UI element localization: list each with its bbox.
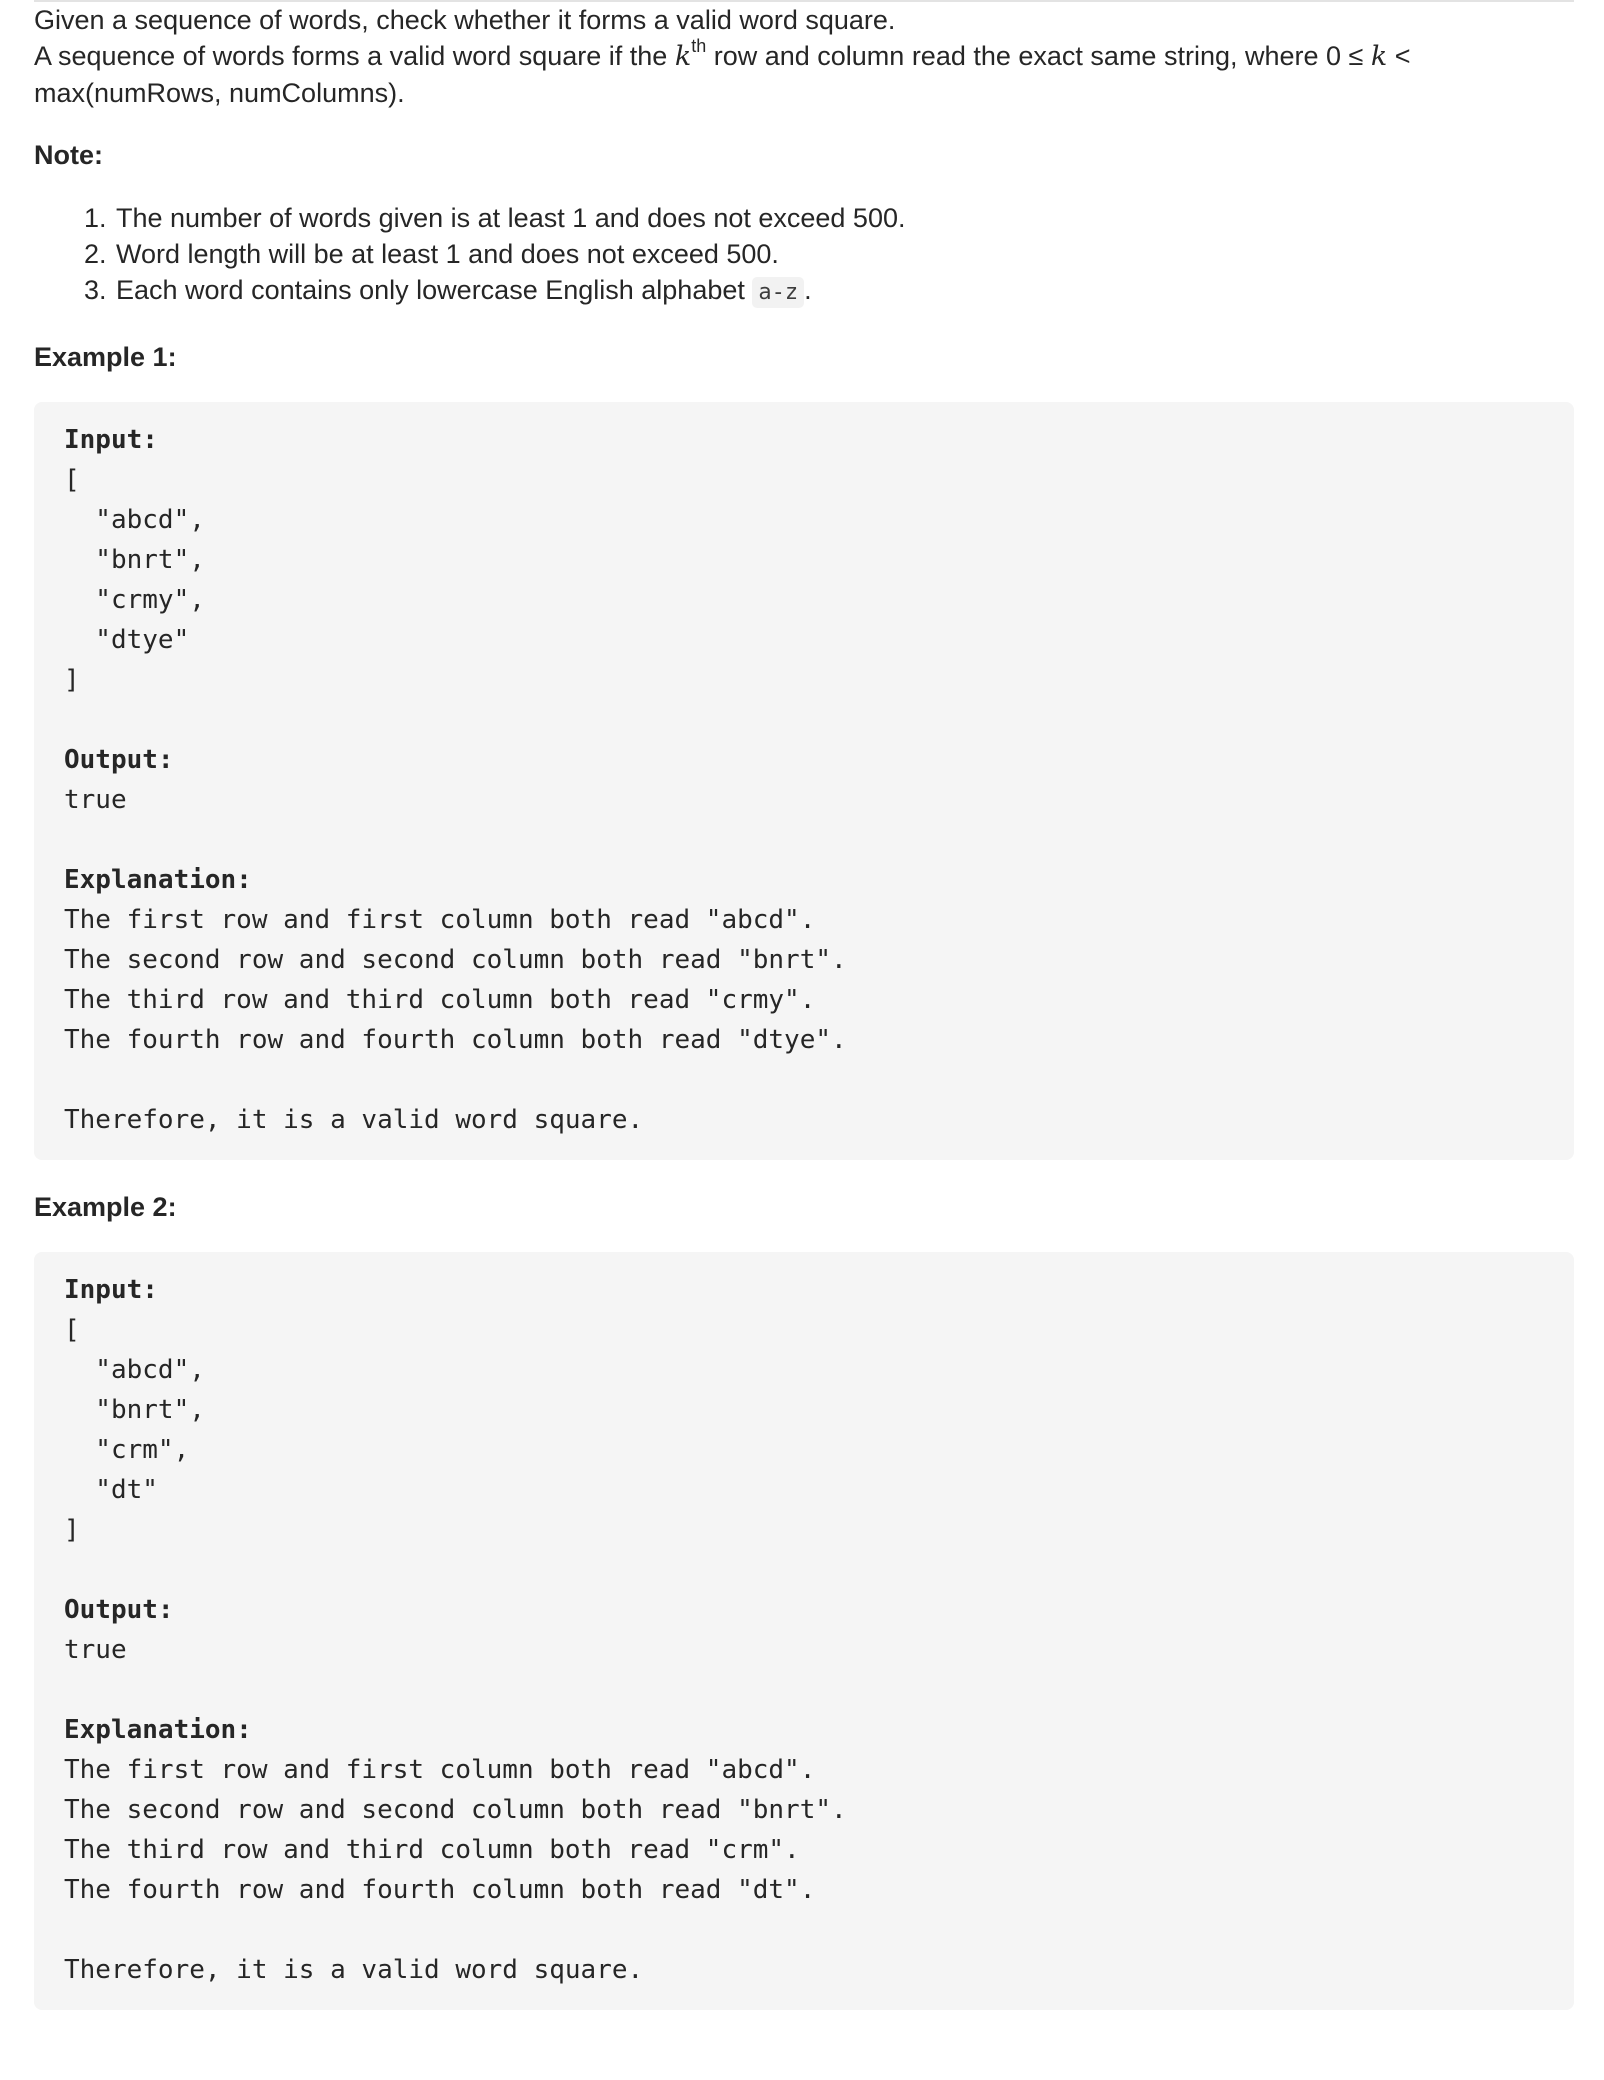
- note-heading: Note:: [34, 140, 103, 170]
- output-label: Output:: [64, 1595, 174, 1625]
- note-item: 1. The number of words given is at least 1 and does not exceed 500.: [114, 200, 1574, 236]
- output-label: Output:: [64, 745, 174, 775]
- problem-intro: Given a sequence of words, check whether it forms a valid word square.: [34, 5, 896, 35]
- note-item: 2. Word length will be at least 1 and does not exceed 500.: [114, 236, 1574, 272]
- definition-text-3: < max(numRows, numColumns).: [34, 41, 1411, 108]
- input-label: Input:: [64, 1275, 158, 1305]
- input-line: [: [64, 465, 80, 495]
- explanation-line: The first row and first column both read "abcd".: [64, 905, 816, 935]
- definition-text-2: row and column read the exact same string, where 0 ≤: [706, 41, 1371, 71]
- input-line: "crmy",: [64, 585, 205, 615]
- definition-text-1: A sequence of words forms a valid word square if the: [34, 41, 675, 71]
- input-line: "dtye": [64, 625, 190, 655]
- note-list: [34, 200, 1574, 311]
- output-value: true: [64, 785, 127, 815]
- note-item-suffix: .: [804, 275, 812, 305]
- input-label: Input:: [64, 425, 158, 455]
- explanation-label: Explanation:: [64, 1715, 252, 1745]
- variable-k: k: [674, 41, 692, 72]
- explanation-line: The first row and first column both read "abcd".: [64, 1755, 816, 1785]
- explanation-line: The second row and second column both read "bnrt".: [64, 1795, 847, 1825]
- input-line: "dt": [64, 1475, 158, 1505]
- note-item-text: Each word contains only lowercase English alphabet: [116, 275, 753, 305]
- explanation-line: Therefore, it is a valid word square.: [64, 1105, 644, 1135]
- explanation-line: The third row and third column both read "crm".: [64, 1835, 800, 1865]
- input-line: [: [64, 1315, 80, 1345]
- example-1-heading: Example 1:: [34, 342, 177, 372]
- explanation-label: Explanation:: [64, 865, 252, 895]
- note-item: [114, 272, 1574, 311]
- explanation-line: The fourth row and fourth column both read "dtye".: [64, 1025, 847, 1055]
- example-2-heading: Example 2:: [34, 1192, 177, 1222]
- explanation-line: The fourth row and fourth column both read "dt".: [64, 1875, 816, 1905]
- example-1-code-block: [34, 402, 1574, 1160]
- explanation-line: The third row and third column both read "crmy".: [64, 985, 816, 1015]
- explanation-line: Therefore, it is a valid word square.: [64, 1955, 644, 1985]
- input-line: "crm",: [64, 1435, 190, 1465]
- input-line: "abcd",: [64, 1355, 205, 1385]
- input-line: "bnrt",: [64, 1395, 205, 1425]
- inline-code-a-z: a-z: [752, 277, 804, 308]
- superscript-th: th: [691, 36, 707, 56]
- input-line: "abcd",: [64, 505, 205, 535]
- variable-k-2: k: [1370, 41, 1388, 72]
- input-line: ]: [64, 665, 80, 695]
- input-line: "bnrt",: [64, 545, 205, 575]
- problem-description: [34, 0, 1574, 2010]
- example-2-code-block: [34, 1252, 1574, 2010]
- input-line: ]: [64, 1515, 80, 1545]
- problem-definition: [34, 38, 1574, 111]
- output-value: true: [64, 1635, 127, 1665]
- explanation-line: The second row and second column both read "bnrt".: [64, 945, 847, 975]
